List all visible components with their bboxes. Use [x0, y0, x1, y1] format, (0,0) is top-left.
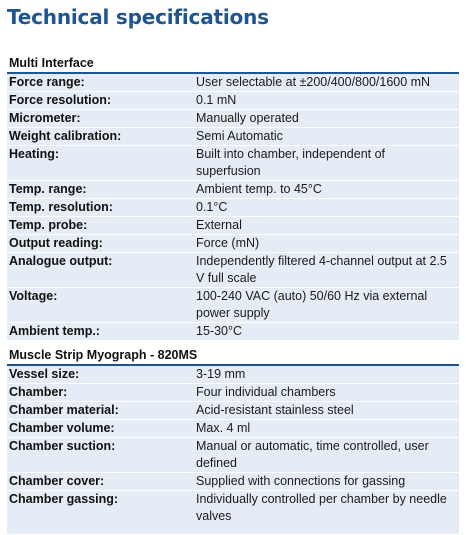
table-footer-spacer	[7, 525, 459, 534]
spec-row	[7, 109, 459, 127]
spec-label: Force range:	[9, 75, 85, 89]
spec-value: Built into chamber, independent of superfusion	[196, 147, 386, 178]
spec-label: Voltage:	[9, 289, 58, 303]
spec-label: Ambient temp.:	[9, 324, 100, 338]
spec-value: 0.1°C	[196, 200, 228, 214]
spec-label: Chamber:	[9, 385, 68, 399]
spec-value: Max. 4 ml	[196, 421, 251, 435]
spec-row	[7, 383, 459, 401]
spec-row	[7, 472, 459, 490]
spec-label: Temp. resolution:	[9, 200, 113, 214]
page-title: Technical specifications	[7, 5, 269, 29]
section-heading: Multi Interface	[9, 56, 94, 70]
spec-row	[7, 198, 459, 216]
spec-row	[7, 127, 459, 145]
spec-value: 100-240 VAC (auto) 50/60 Hz via external power supply	[196, 289, 428, 320]
spec-value: External	[196, 218, 242, 232]
spec-label: Weight calibration:	[9, 129, 122, 143]
spec-label: Temp. range:	[9, 182, 87, 196]
spec-value: Acid-resistant stainless steel	[196, 403, 354, 417]
spec-label: Output reading:	[9, 236, 103, 250]
spec-value: Ambient temp. to 45°C	[196, 182, 322, 196]
spec-row	[7, 252, 459, 287]
spec-row	[7, 72, 459, 91]
spec-value: Manual or automatic, time controlled, user defined	[196, 439, 429, 470]
spec-value: Semi Automatic	[196, 129, 283, 143]
spec-label: Heating:	[9, 147, 59, 161]
spec-row	[7, 490, 459, 525]
spec-value: Individually controlled per chamber by needle valves	[196, 492, 447, 523]
spec-row	[7, 234, 459, 252]
spec-row	[7, 437, 459, 472]
spec-row	[7, 401, 459, 419]
spec-label: Analogue output:	[9, 254, 113, 268]
spec-value: 3-19 mm	[196, 367, 246, 381]
spec-row	[7, 364, 459, 383]
section-heading: Muscle Strip Myograph - 820MS	[9, 348, 198, 362]
spec-section-muscle-strip-myograph	[7, 347, 459, 534]
spec-label: Vessel size:	[9, 367, 80, 381]
spec-value: Independently filtered 4-channel output at 2.5 V full scale	[196, 254, 447, 285]
spec-value: Manually operated	[196, 111, 299, 125]
spec-label: Chamber gassing:	[9, 492, 119, 506]
spec-value: Supplied with connections for gassing	[196, 474, 406, 488]
spec-value: Four individual chambers	[196, 385, 336, 399]
spec-row	[7, 91, 459, 109]
spec-label: Chamber material:	[9, 403, 119, 417]
spec-section-multi-interface	[7, 55, 459, 341]
spec-row	[7, 180, 459, 198]
spec-value: Force (mN)	[196, 236, 260, 250]
spec-label: Micrometer:	[9, 111, 81, 125]
spec-row	[7, 322, 459, 341]
spec-value: 0.1 mN	[196, 93, 237, 107]
spec-row	[7, 145, 459, 180]
spec-row	[7, 216, 459, 234]
spec-label: Chamber volume:	[9, 421, 115, 435]
spec-label: Force resolution:	[9, 93, 112, 107]
spec-row	[7, 287, 459, 322]
spec-value: User selectable at ±200/400/800/1600 mN	[196, 75, 431, 89]
spec-value: 15-30°C	[196, 324, 242, 338]
spec-label: Chamber suction:	[9, 439, 116, 453]
spec-label: Temp. probe:	[9, 218, 88, 232]
spec-row	[7, 419, 459, 437]
spec-label: Chamber cover:	[9, 474, 105, 488]
